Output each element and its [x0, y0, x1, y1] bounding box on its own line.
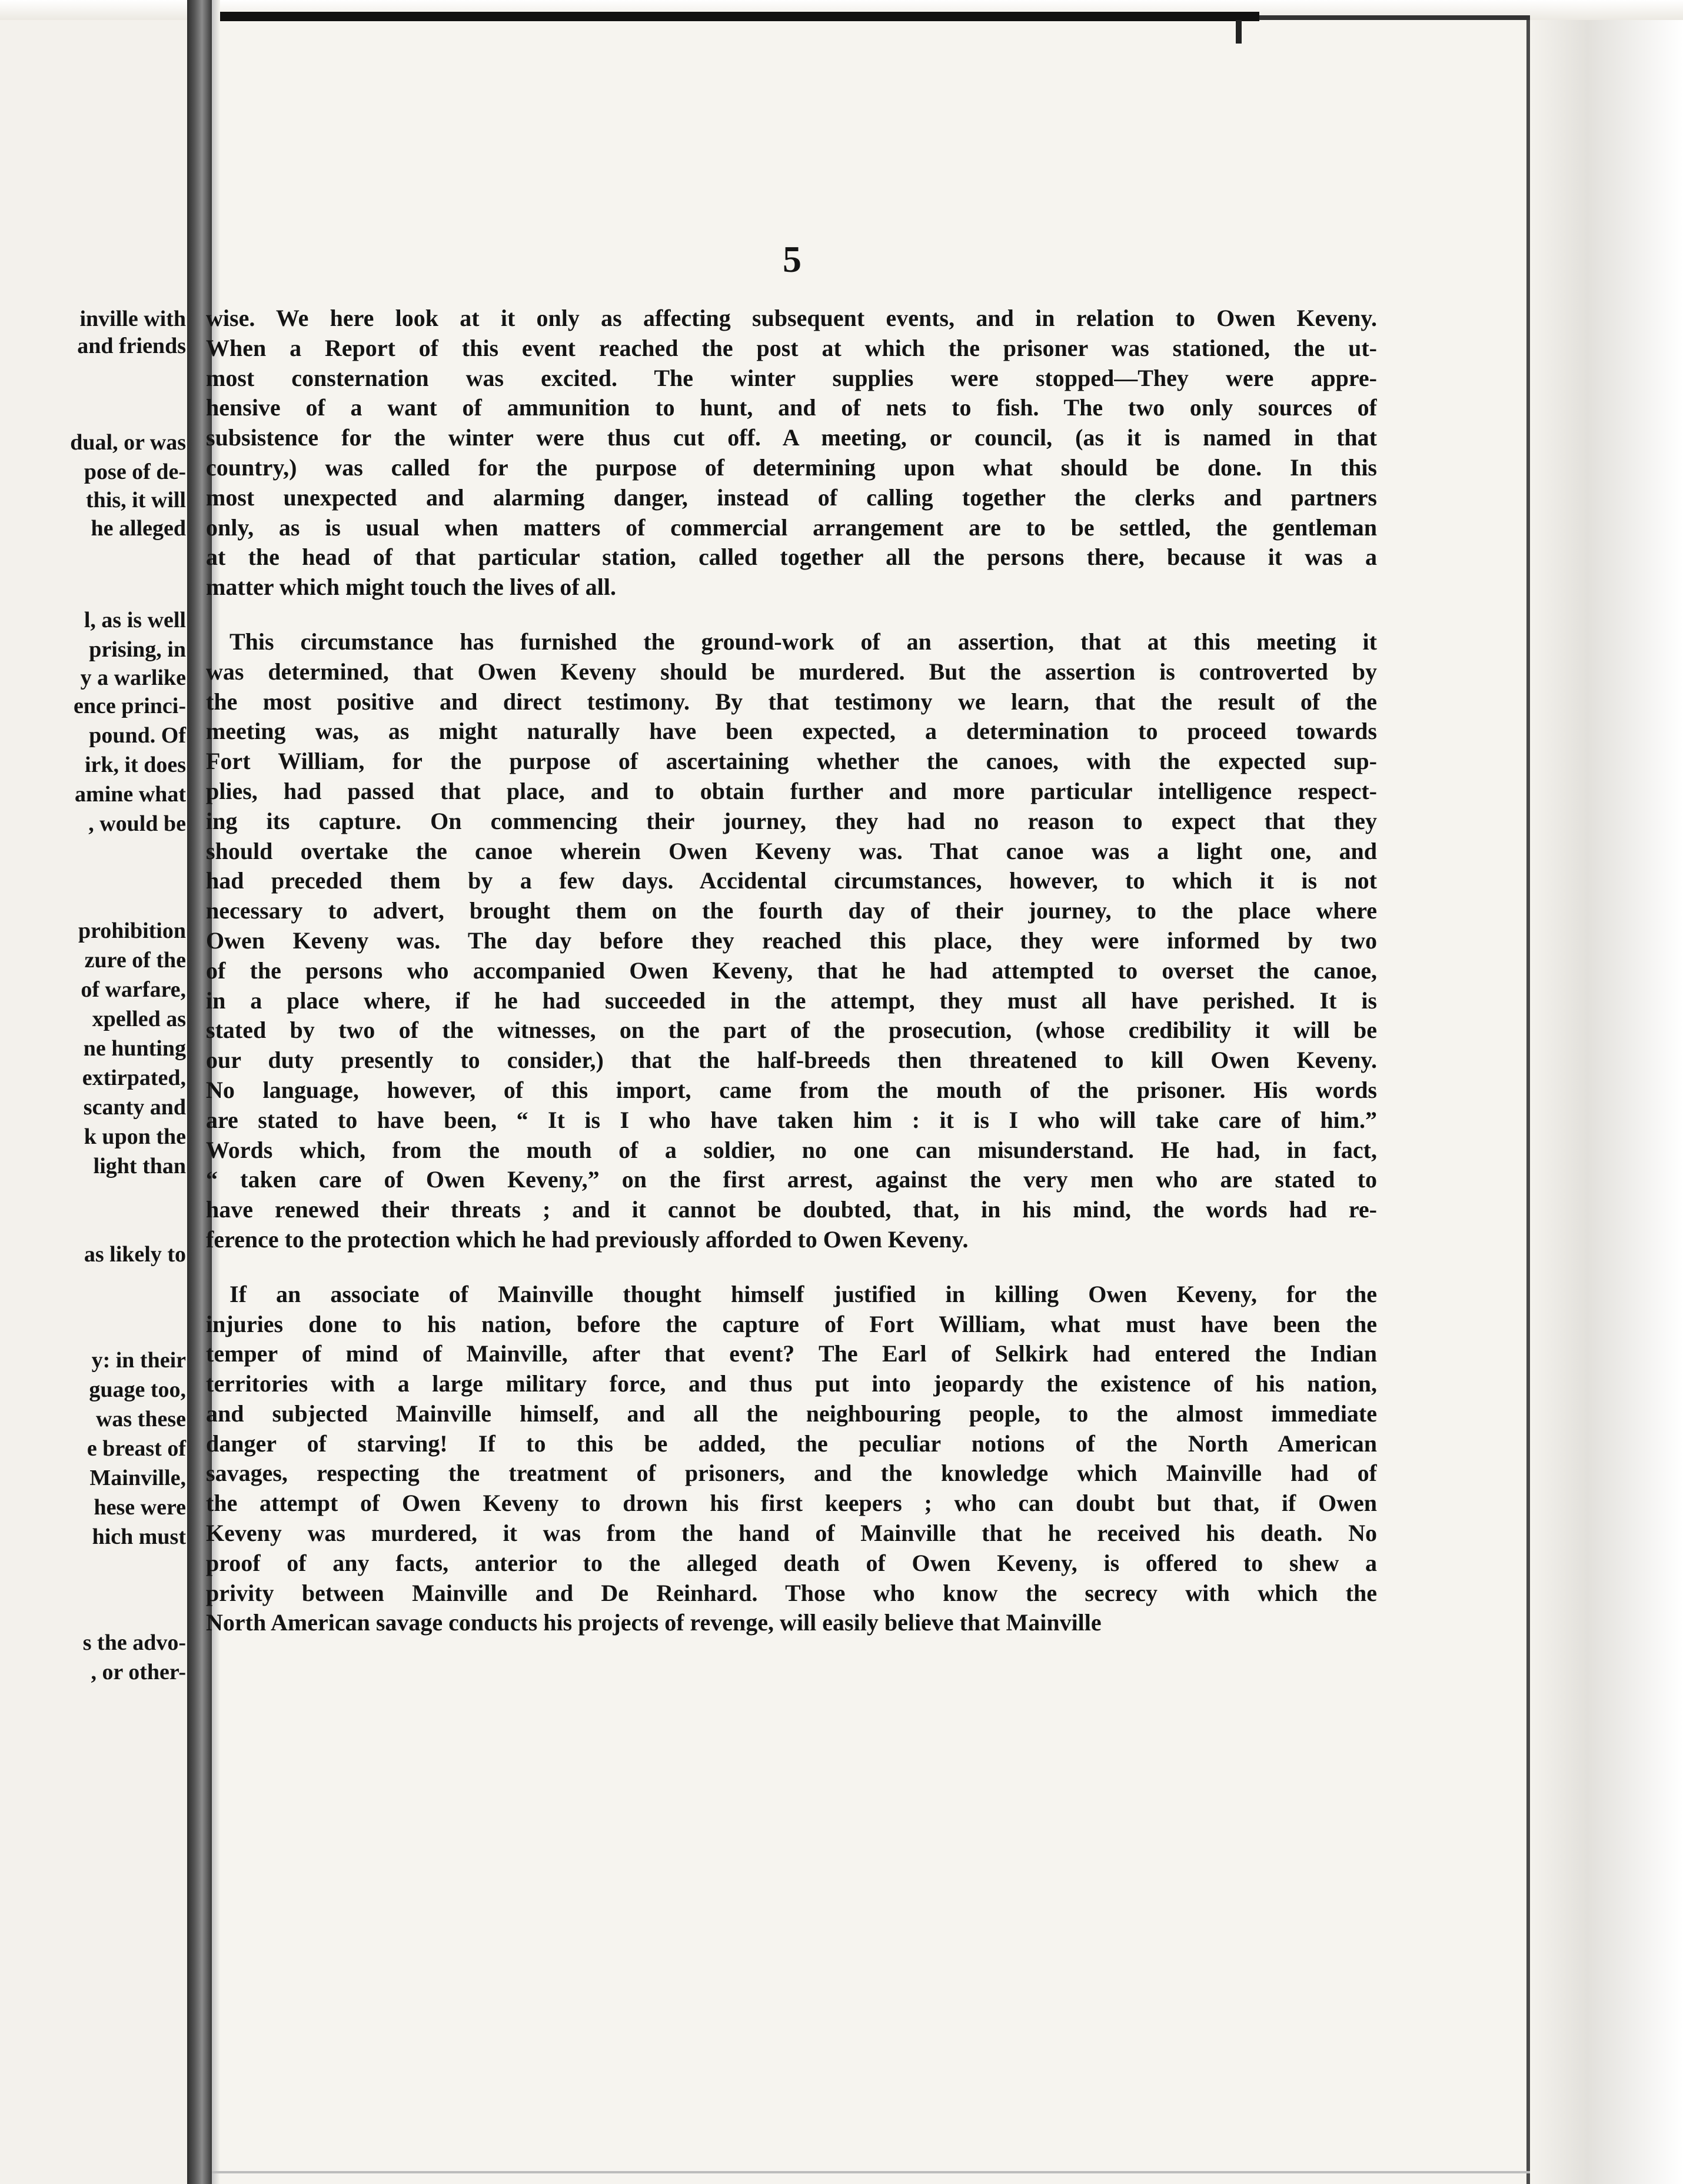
page-bottom-edge [212, 2171, 1530, 2173]
facing-page-line: dual, or was [70, 430, 186, 455]
text-line: Keveny was murdered, it was from the hand of Mainville that he received his death. No [206, 1520, 1377, 1547]
text-line: our duty presently to consider,) that the half-breeds then threatened to kill Owen Keveny. [206, 1047, 1377, 1074]
text-line: the attempt of Owen Keveny to drown his first keepers ; who can doubt but that, if Owen [206, 1490, 1377, 1517]
text-line: privity between Mainville and De Reinhard. Those who know the secrecy with which the [206, 1579, 1377, 1606]
text-line: “ taken care of Owen Keveny,” on the first arrest, against the very men who are stated to [206, 1166, 1377, 1193]
facing-page-line: was these [95, 1407, 186, 1431]
facing-page-line: inville with [79, 307, 186, 331]
text-line: are stated to have been, “ It is I who have taken him : it is I who will take care of him.” [206, 1106, 1377, 1133]
facing-page-line: prohibition [78, 918, 186, 943]
text-line: wise. We here look at it only as affecting subsequent events, and in relation to Owen Keveny. [206, 305, 1377, 331]
facing-page-line: he alleged [91, 516, 186, 541]
facing-page-line: xpelled as [92, 1007, 186, 1031]
text-line: had preceded them by a few days. Accidental circumstances, however, to which it is not [206, 867, 1377, 894]
text-line: If an associate of Mainville thought himself justified in killing Owen Keveny, for the [230, 1280, 1377, 1307]
top-scan-tick [1236, 20, 1242, 44]
facing-page-text [0, 0, 187, 2184]
facing-page-line: pose of de- [84, 460, 186, 484]
text-line: hensive of a want of ammunition to hunt, and of nets to fish. The two only sources of [206, 394, 1377, 421]
facing-page-line: ne hunting [83, 1036, 186, 1061]
text-line: proof of any facts, anterior to the alleged death of Owen Keveny, is offered to shew a [206, 1549, 1377, 1576]
facing-page-line: ence princi- [73, 694, 186, 718]
top-scan-rule-secondary [1259, 15, 1530, 20]
facing-page-line: , would be [88, 811, 186, 836]
text-line: country,) was called for the purpose of determining upon what should be done. In this [206, 454, 1377, 481]
text-line: Owen Keveny was. The day before they reached this place, they were informed by two [206, 927, 1377, 954]
text-line: This circumstance has furnished the ground-work of an assertion, that at this meeting it [230, 628, 1377, 655]
page-number: 5 [783, 238, 801, 280]
facing-page-line: prising, in [89, 637, 186, 662]
facing-page-line: of warfare, [81, 977, 186, 1002]
text-line: only, as is usual when matters of commercial arrangement are to be settled, the gentleman [206, 514, 1377, 541]
text-line: the most positive and direct testimony. By that testimony we learn, that the result of the [206, 688, 1377, 715]
text-line: Words which, from the mouth of a soldier, no one can misunderstand. He had, in fact, [206, 1136, 1377, 1163]
paragraph [206, 304, 1377, 602]
text-line: injuries done to his nation, before the capture of Fort William, what must have been the [206, 1310, 1377, 1337]
text-line: necessary to advert, brought them on the fourth day of their journey, to the place where [206, 897, 1377, 924]
text-line: savages, respecting the treatment of prisoners, and the knowledge which Mainville had of [206, 1460, 1377, 1487]
page-edge-line [1526, 20, 1530, 2184]
text-line: most unexpected and alarming danger, instead of calling together the clerks and partners [206, 484, 1377, 511]
facing-page-line: y: in their [91, 1348, 186, 1373]
text-line: plies, had passed that place, and to obtain further and more particular intelligence respect- [206, 777, 1377, 804]
facing-page-line: Mainville, [89, 1466, 186, 1490]
facing-page-line: l, as is well [84, 608, 186, 632]
text-line: and subjected Mainville himself, and all the neighbouring people, to the almost immediate [206, 1400, 1377, 1427]
top-scan-rule [200, 12, 1259, 21]
text-line: subsistence for the winter were thus cut off. A meeting, or council, (as it is named in that [206, 424, 1377, 451]
text-line: When a Report of this event reached the post at which the prisoner was stationed, the ut- [206, 334, 1377, 361]
page-right-edge [1524, 20, 1683, 2184]
text-line: should overtake the canoe wherein Owen Keveny was. That canoe was a light one, and [206, 837, 1377, 864]
text-line: danger of starving! If to this be added, the peculiar notions of the North American [206, 1430, 1377, 1457]
facing-page-line: this, it will [86, 488, 186, 512]
text-line: North American savage conducts his projects of revenge, will easily believe that Mainville [206, 1609, 1102, 1636]
text-line: in a place where, if he had succeeded in the attempt, they must all have perished. It is [206, 987, 1377, 1014]
text-line: matter which might touch the lives of all. [206, 574, 616, 601]
facing-page-line: hich must [92, 1524, 186, 1549]
facing-page-line: extirpated, [82, 1066, 186, 1090]
facing-page-line: e breast of [87, 1436, 186, 1461]
main-text-block [206, 304, 1377, 1638]
facing-page-line: amine what [75, 782, 186, 807]
paragraph-gap [206, 602, 1377, 627]
text-line: was determined, that Owen Keveny should be murdered. But the assertion is controverted by [206, 658, 1377, 685]
facing-page-line: and friends [77, 334, 186, 358]
text-line: territories with a large military force, and thus put into jeopardy the existence of his nation, [206, 1370, 1377, 1397]
facing-page-line: guage too, [89, 1377, 186, 1402]
text-line: ing its capture. On commencing their journey, they had no reason to expect that they [206, 807, 1377, 834]
facing-page-line: zure of the [84, 948, 186, 973]
text-line: of the persons who accompanied Owen Keveny, that he had attempted to overset the canoe, [206, 957, 1377, 984]
facing-page-line: hese were [94, 1495, 186, 1520]
text-line: have renewed their threats ; and it cannot be doubted, that, in his mind, the words had re- [206, 1196, 1377, 1223]
facing-page-line: , or other- [91, 1660, 186, 1684]
facing-page-line: as likely to [84, 1242, 186, 1267]
facing-page-line: k upon the [84, 1124, 186, 1149]
text-line: most consternation was excited. The winter supplies were stopped—They were appre- [206, 364, 1377, 391]
text-line: at the head of that particular station, called together all the persons there, because it was a [206, 544, 1377, 571]
text-line: ference to the protection which he had previously afforded to Owen Keveny. [206, 1226, 969, 1253]
facing-page-line: scanty and [83, 1095, 186, 1120]
text-line: Fort William, for the purpose of ascertaining whether the canoes, with the expected sup- [206, 748, 1377, 775]
facing-page-line: light than [93, 1154, 186, 1178]
facing-page-line: irk, it does [84, 753, 186, 777]
paragraph-gap [206, 1255, 1377, 1280]
text-line: temper of mind of Mainville, after that event? The Earl of Selkirk had entered the Indian [206, 1340, 1377, 1367]
text-line: stated by two of the witnesses, on the part of the prosecution, (whose credibility it will be [206, 1017, 1377, 1044]
facing-page-line: pound. Of [89, 723, 186, 748]
text-line: No language, however, of this import, came from the mouth of the prisoner. His words [206, 1076, 1377, 1103]
text-line: meeting was, as might naturally have been expected, a determination to proceed towards [206, 718, 1377, 745]
facing-page-line: s the advo- [82, 1630, 186, 1655]
paragraph [206, 1280, 1377, 1639]
paragraph [206, 627, 1377, 1255]
facing-page-line: y a warlike [80, 665, 186, 690]
